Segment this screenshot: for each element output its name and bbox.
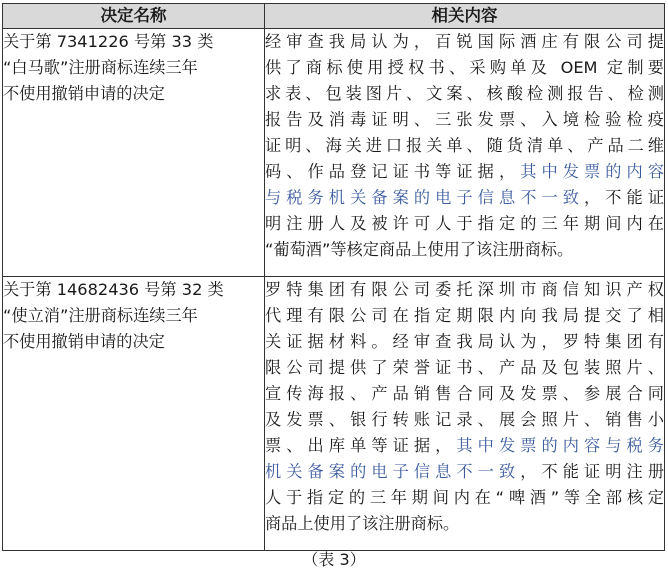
decision-table [2,3,665,551]
highlighted-finding: 其中发票的内容与税务 [456,436,664,455]
content-text: 经审查我局认为，百锐国际酒庄有限公司提 [265,32,664,51]
content-text: ，不能证 [584,188,665,207]
decision-name-line: 关于第 14682436 号第 32 类 [3,280,224,299]
content-line [265,185,664,211]
decision-name-line: “白马歌”注册商标连续三年 [3,58,198,77]
content-text: 关证据材料。经审查我局认为，罗特集团有 [265,332,664,351]
highlighted-finding: 其中发票的内容 [520,162,665,181]
table-row [3,277,665,551]
related-content-cell [265,277,665,551]
content-line [265,381,664,407]
content-text: 票、出库单等证据， [265,436,457,455]
content-line [265,355,664,381]
content-line [265,55,664,81]
decision-name-line: 不使用撤销申请的决定 [3,84,165,103]
content-text: 证明、海关进口报关单、随货清单、产品二维 [265,136,664,155]
table-row [3,29,665,277]
content-line [265,459,664,485]
content-text: 明注册人及被许可人于指定的三年期间内在 [265,214,664,233]
content-text: 码、作品登记证书等证据， [265,162,521,181]
content-line [265,277,664,303]
content-line [265,433,664,459]
decision-name-cell [3,29,265,277]
highlighted-finding: 与税务机关备案的电子信息不一致 [265,188,585,207]
content-line [265,211,664,237]
content-text: 宣传海报、产品销售合同及发票、参展合同 [265,384,664,403]
content-line [265,133,664,159]
content-line [265,237,664,263]
header-decision-name: 决定名称 [3,4,265,29]
table-header-row [3,4,665,29]
content-text: 报告及消毒证明、三张发票、入境检验检疫 [265,110,664,129]
content-line [265,107,664,133]
content-text: 供了商标使用授权书、采购单及 OEM 定制要 [265,58,664,77]
content-text: ，不能证明注册 [520,462,665,481]
content-text: “葡萄酒”等核定商品上使用了该注册商标。 [265,240,574,259]
content-line [265,81,664,107]
content-line [265,29,664,55]
decision-name-line: 关于第 7341226 号第 33 类 [3,32,214,51]
content-line [265,407,664,433]
decision-name-line: “使立消”注册商标连续三年 [3,306,198,325]
content-text: 人于指定的三年期间内在“啤酒”等全部核定 [265,488,664,507]
content-text: 求表、包装图片、文案、核酸检测报告、检测 [265,84,664,103]
content-text: 商品上使用了该注册商标。 [265,514,460,533]
header-related-content: 相关内容 [265,4,665,29]
highlighted-finding: 机关备案的电子信息不一致 [265,462,521,481]
related-content-cell [265,29,665,277]
content-line [265,511,664,537]
table-caption: （表 3） [302,550,366,569]
content-text: 限公司提供了荣誉证书、产品及包装照片、 [265,358,664,377]
content-text: 代理有限公司在指定期限内向我局提交了相 [265,306,664,325]
content-line [265,329,664,355]
content-line [265,485,664,511]
decision-name-line: 不使用撤销申请的决定 [3,332,165,351]
content-text: 及发票、银行转账记录、展会照片、销售小 [265,410,664,429]
decision-name-cell [3,277,265,551]
content-line [265,159,664,185]
content-line [265,303,664,329]
content-text: 罗特集团有限公司委托深圳市商信知识产权 [265,280,664,299]
